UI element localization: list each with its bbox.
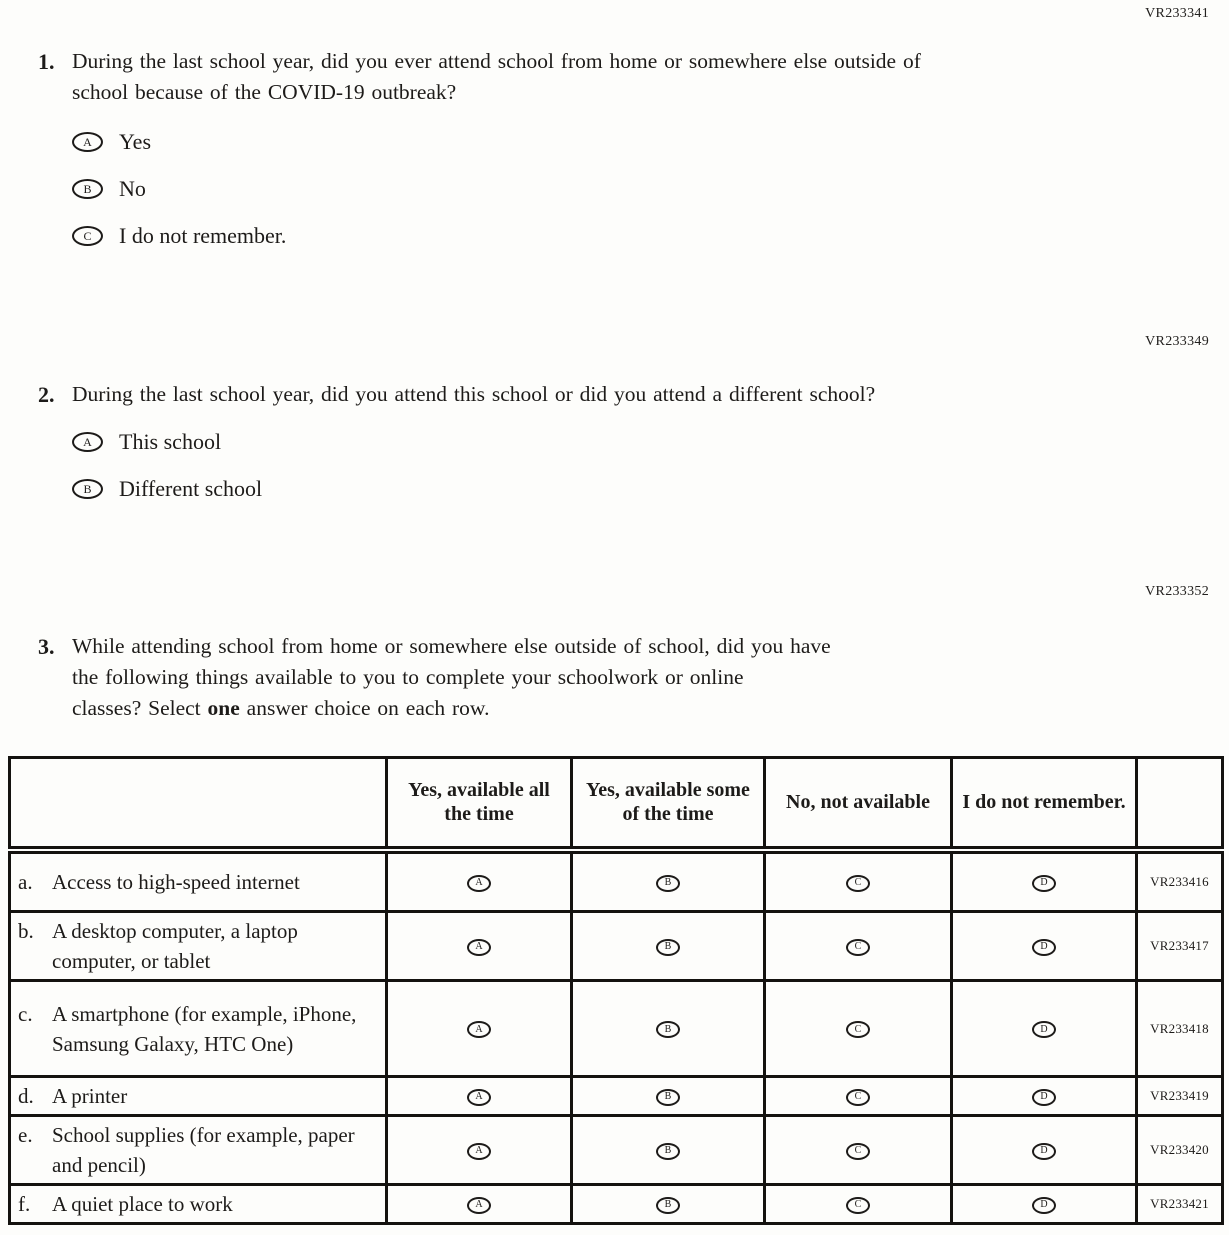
question-2-option-a[interactable] — [72, 429, 262, 454]
question-3-text — [72, 631, 831, 724]
row-d-code: VR233419 — [1137, 1077, 1223, 1116]
row-c-label — [10, 981, 387, 1077]
row-prefix: d. — [18, 1084, 34, 1108]
answer-bubble-a-icon[interactable]: A — [467, 939, 491, 956]
answer-bubble-d-icon[interactable]: D — [1032, 1143, 1056, 1160]
question-1-line-1: During the last school year, did you ever attend school from home or somewhere else outside of — [72, 49, 921, 73]
answer-bubble-a-icon[interactable]: A — [467, 1197, 491, 1214]
answer-bubble-b-icon[interactable]: B — [656, 1089, 680, 1106]
question-2 — [38, 379, 875, 410]
answer-bubble-c-icon[interactable]: C — [72, 226, 103, 246]
row-a-label — [10, 850, 387, 912]
row-b-option-b[interactable] — [572, 912, 765, 981]
question-3-line-3-bold: one — [207, 696, 240, 720]
question-1-line-2: school because of the COVID-19 outbreak? — [72, 80, 457, 104]
row-a-option-b[interactable] — [572, 850, 765, 912]
row-e-option-c[interactable] — [765, 1116, 952, 1185]
grid-header-yes-some-time: Yes, available some of the time — [572, 758, 765, 850]
question-2-options — [72, 429, 262, 523]
row-e-option-b[interactable] — [572, 1116, 765, 1185]
question-2-option-b[interactable] — [72, 476, 262, 501]
row-b-code: VR233417 — [1137, 912, 1223, 981]
question-3-code: VR233352 — [1145, 584, 1209, 599]
question-1 — [38, 46, 921, 108]
answer-bubble-c-icon[interactable]: C — [846, 1021, 870, 1038]
grid-header-blank — [10, 758, 387, 850]
answer-grid-table — [8, 756, 1224, 1225]
answer-bubble-d-icon[interactable]: D — [1032, 1089, 1056, 1106]
question-3-grid — [8, 756, 1224, 1225]
row-prefix: a. — [18, 869, 33, 894]
grid-header-code-blank — [1137, 758, 1223, 850]
option-label: No — [119, 175, 146, 201]
row-c-option-b[interactable] — [572, 981, 765, 1077]
row-a-option-d[interactable] — [952, 850, 1137, 912]
row-a-option-a[interactable] — [387, 850, 572, 912]
row-b-option-c[interactable] — [765, 912, 952, 981]
answer-bubble-b-icon[interactable]: B — [656, 1021, 680, 1038]
table-row-c — [10, 981, 1223, 1077]
row-f-option-c[interactable] — [765, 1185, 952, 1224]
row-prefix: b. — [18, 919, 34, 943]
answer-bubble-d-icon[interactable]: D — [1032, 1021, 1056, 1038]
row-prefix: c. — [18, 1001, 33, 1026]
row-text: A printer — [52, 1084, 128, 1108]
question-1-option-a[interactable] — [72, 129, 286, 154]
question-3-line-3-suffix: answer choice on each row. — [239, 696, 490, 720]
row-text: A smartphone (for example, iPhone, Samsung Galaxy, HTC One) — [52, 1001, 357, 1056]
row-a-option-c[interactable] — [765, 850, 952, 912]
row-d-option-c[interactable] — [765, 1077, 952, 1116]
question-2-code: VR233349 — [1145, 334, 1209, 349]
option-label: Yes — [119, 128, 152, 154]
answer-bubble-a-icon[interactable]: A — [72, 132, 103, 152]
question-2-text — [72, 379, 875, 410]
question-3-number: 3. — [38, 634, 55, 659]
row-c-option-c[interactable] — [765, 981, 952, 1077]
row-text: Access to high-speed internet — [52, 869, 300, 894]
question-3-line-3-prefix: classes? Select — [72, 696, 208, 720]
option-label: This school — [119, 428, 222, 454]
table-row-b — [10, 912, 1223, 981]
row-e-label — [10, 1116, 387, 1185]
answer-bubble-c-icon[interactable]: C — [846, 1143, 870, 1160]
row-b-label — [10, 912, 387, 981]
answer-bubble-b-icon[interactable]: B — [72, 179, 103, 199]
grid-header-row — [10, 758, 1223, 850]
row-f-option-b[interactable] — [572, 1185, 765, 1224]
question-3-line-1: While attending school from home or somewhere else outside of school, did you have — [72, 634, 831, 658]
answer-bubble-b-icon[interactable]: B — [656, 1143, 680, 1160]
table-row-d — [10, 1077, 1223, 1116]
grid-header-yes-all-time: Yes, available all the time — [387, 758, 572, 850]
row-prefix: f. — [18, 1192, 31, 1216]
row-text: A desktop computer, a laptop computer, or tablet — [52, 919, 298, 973]
question-1-option-c[interactable] — [72, 223, 286, 248]
answer-bubble-d-icon[interactable]: D — [1032, 1197, 1056, 1214]
row-text: A quiet place to work — [52, 1192, 233, 1216]
row-d-option-b[interactable] — [572, 1077, 765, 1116]
answer-bubble-d-icon[interactable]: D — [1032, 875, 1056, 892]
answer-bubble-a-icon[interactable]: A — [467, 1143, 491, 1160]
row-e-option-d[interactable] — [952, 1116, 1137, 1185]
row-c-code: VR233418 — [1137, 981, 1223, 1077]
question-1-text — [72, 46, 921, 108]
question-2-number: 2. — [38, 382, 55, 407]
answer-bubble-a-icon[interactable]: A — [467, 1021, 491, 1038]
row-f-option-a[interactable] — [387, 1185, 572, 1224]
row-f-label — [10, 1185, 387, 1224]
row-e-code: VR233420 — [1137, 1116, 1223, 1185]
answer-bubble-c-icon[interactable]: C — [846, 1089, 870, 1106]
table-row-a — [10, 850, 1223, 912]
question-1-option-b[interactable] — [72, 176, 286, 201]
table-row-e — [10, 1116, 1223, 1185]
row-d-option-a[interactable] — [387, 1077, 572, 1116]
question-3-line-3 — [72, 693, 831, 724]
answer-bubble-b-icon[interactable]: B — [72, 479, 103, 499]
answer-bubble-b-icon[interactable]: B — [656, 1197, 680, 1214]
option-label: Different school — [119, 475, 263, 501]
row-prefix: e. — [18, 1123, 33, 1147]
table-row-f — [10, 1185, 1223, 1224]
row-f-code: VR233421 — [1137, 1185, 1223, 1224]
row-e-option-a[interactable] — [387, 1116, 572, 1185]
row-f-option-d[interactable] — [952, 1185, 1137, 1224]
question-3 — [38, 631, 831, 724]
row-d-option-d[interactable] — [952, 1077, 1137, 1116]
answer-bubble-a-icon[interactable]: A — [467, 875, 491, 892]
row-b-option-a[interactable] — [387, 912, 572, 981]
answer-bubble-c-icon[interactable]: C — [846, 875, 870, 892]
answer-bubble-d-icon[interactable]: D — [1032, 939, 1056, 956]
option-label: I do not remember. — [119, 222, 287, 248]
row-a-code: VR233416 — [1137, 850, 1223, 912]
question-2-line-1: During the last school year, did you attend this school or did you attend a different school? — [72, 382, 876, 406]
grid-header-do-not-remember: I do not remember. — [952, 758, 1137, 850]
row-c-option-a[interactable] — [387, 981, 572, 1077]
answer-bubble-b-icon[interactable]: B — [656, 875, 680, 892]
row-c-option-d[interactable] — [952, 981, 1137, 1077]
question-3-line-2: the following things available to you to complete your schoolwork or online — [72, 665, 744, 689]
answer-bubble-c-icon[interactable]: C — [846, 939, 870, 956]
question-1-options — [72, 129, 286, 270]
grid-header-no-not-available: No, not available — [765, 758, 952, 850]
row-text: School supplies (for example, paper and pencil) — [52, 1123, 355, 1177]
question-1-code: VR233341 — [1145, 6, 1209, 21]
question-1-number: 1. — [38, 49, 55, 74]
row-b-option-d[interactable] — [952, 912, 1137, 981]
answer-bubble-b-icon[interactable]: B — [656, 939, 680, 956]
answer-bubble-a-icon[interactable]: A — [467, 1089, 491, 1106]
answer-bubble-c-icon[interactable]: C — [846, 1197, 870, 1214]
row-d-label — [10, 1077, 387, 1116]
answer-bubble-a-icon[interactable]: A — [72, 432, 103, 452]
